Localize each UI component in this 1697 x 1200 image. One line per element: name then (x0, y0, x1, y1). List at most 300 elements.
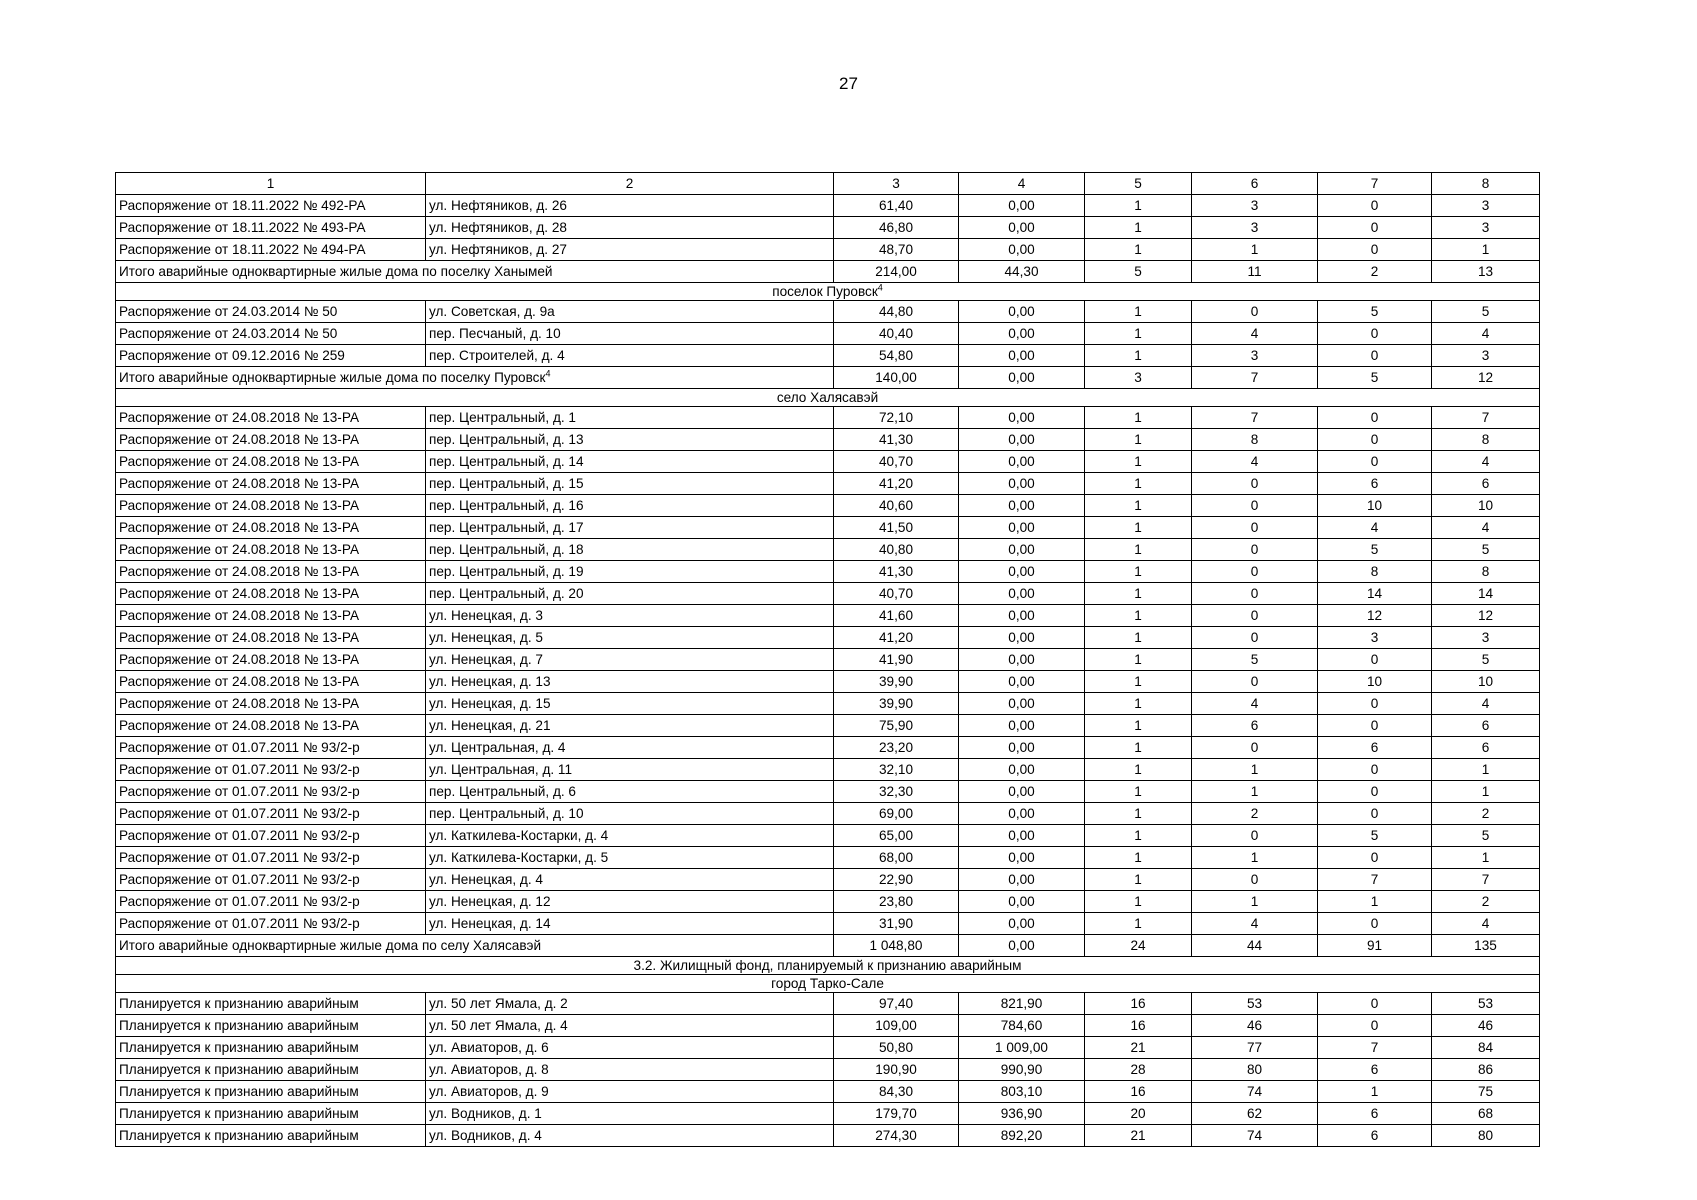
document-cell: Планируется к признанию аварийным (116, 1015, 426, 1037)
value-cell: 48,70 (834, 239, 959, 261)
value-cell: 61,40 (834, 195, 959, 217)
value-cell: 2 (1432, 803, 1540, 825)
address-cell: пер. Центральный, д. 16 (426, 495, 834, 517)
document-cell: Распоряжение от 24.08.2018 № 13-РА (116, 495, 426, 517)
value-cell: 3 (1432, 345, 1540, 367)
value-cell: 6 (1432, 737, 1540, 759)
total-row (116, 261, 1540, 283)
section-header-row (116, 283, 1540, 301)
total-value-cell: 91 (1318, 935, 1432, 957)
address-cell: ул. Ненецкая, д. 14 (426, 913, 834, 935)
value-cell: 4 (1192, 693, 1318, 715)
value-cell: 0,00 (959, 583, 1085, 605)
address-cell: ул. Центральная, д. 11 (426, 759, 834, 781)
value-cell: 0,00 (959, 451, 1085, 473)
value-cell: 0,00 (959, 561, 1085, 583)
address-cell: пер. Центральный, д. 13 (426, 429, 834, 451)
value-cell: 6 (1318, 737, 1432, 759)
value-cell: 1 (1085, 869, 1192, 891)
document-cell: Распоряжение от 18.11.2022 № 492-РА (116, 195, 426, 217)
section-title: село Халясавэй (776, 390, 879, 405)
page-number: 27 (839, 74, 858, 93)
document-cell: Распоряжение от 24.08.2018 № 13-РА (116, 649, 426, 671)
value-cell: 0,00 (959, 891, 1085, 913)
value-cell: 1 (1085, 605, 1192, 627)
document-cell: Распоряжение от 01.07.2011 № 93/2-р (116, 759, 426, 781)
value-cell: 41,20 (834, 473, 959, 495)
value-cell: 0 (1318, 239, 1432, 261)
address-cell: ул. Советская, д. 9а (426, 301, 834, 323)
column-number: 1 (116, 173, 426, 195)
table-row (116, 803, 1540, 825)
table-row (116, 539, 1540, 561)
value-cell: 1 (1192, 239, 1318, 261)
value-cell: 1 (1085, 517, 1192, 539)
document-cell: Распоряжение от 24.08.2018 № 13-РА (116, 693, 426, 715)
value-cell: 274,30 (834, 1125, 959, 1147)
table-row (116, 737, 1540, 759)
footnote-mark: 4 (545, 368, 551, 379)
value-cell: 84,30 (834, 1081, 959, 1103)
table-row (116, 1081, 1540, 1103)
value-cell: 1 (1085, 495, 1192, 517)
total-label-cell (116, 367, 834, 389)
section-header-row (116, 957, 1540, 975)
document-cell: Планируется к признанию аварийным (116, 1103, 426, 1125)
address-cell: ул. Авиаторов, д. 8 (426, 1059, 834, 1081)
value-cell: 74 (1192, 1125, 1318, 1147)
value-cell: 0 (1318, 693, 1432, 715)
value-cell: 0 (1318, 407, 1432, 429)
value-cell: 0,00 (959, 473, 1085, 495)
value-cell: 1 (1085, 891, 1192, 913)
table-row (116, 495, 1540, 517)
value-cell: 0 (1192, 517, 1318, 539)
value-cell: 1 (1085, 627, 1192, 649)
value-cell: 7 (1432, 407, 1540, 429)
address-cell: ул. Каткилева-Костарки, д. 5 (426, 847, 834, 869)
total-value-cell: 3 (1085, 367, 1192, 389)
value-cell: 84 (1432, 1037, 1540, 1059)
table-row (116, 759, 1540, 781)
value-cell: 1 (1085, 649, 1192, 671)
value-cell: 0,00 (959, 847, 1085, 869)
section-title: 3.2. Жилищный фонд, планируемый к признанию аварийным (633, 958, 1022, 973)
value-cell: 39,90 (834, 671, 959, 693)
value-cell: 0 (1318, 345, 1432, 367)
value-cell: 892,20 (959, 1125, 1085, 1147)
table-row (116, 473, 1540, 495)
value-cell: 1 (1085, 715, 1192, 737)
table-row (116, 1103, 1540, 1125)
value-cell: 936,90 (959, 1103, 1085, 1125)
value-cell: 1 (1085, 737, 1192, 759)
table-row (116, 195, 1540, 217)
value-cell: 4 (1192, 451, 1318, 473)
value-cell: 0,00 (959, 737, 1085, 759)
value-cell: 0 (1192, 825, 1318, 847)
value-cell: 12 (1318, 605, 1432, 627)
address-cell: пер. Центральный, д. 6 (426, 781, 834, 803)
value-cell: 68 (1432, 1103, 1540, 1125)
value-cell: 1 (1085, 429, 1192, 451)
value-cell: 3 (1192, 217, 1318, 239)
document-cell: Распоряжение от 24.03.2014 № 50 (116, 301, 426, 323)
value-cell: 1 (1085, 671, 1192, 693)
footnote-mark: 4 (877, 282, 883, 293)
value-cell: 6 (1432, 715, 1540, 737)
value-cell: 12 (1432, 605, 1540, 627)
value-cell: 0 (1318, 429, 1432, 451)
value-cell: 1 (1192, 781, 1318, 803)
value-cell: 5 (1432, 301, 1540, 323)
value-cell: 32,30 (834, 781, 959, 803)
column-number: 6 (1192, 173, 1318, 195)
table-row (116, 345, 1540, 367)
total-value-cell: 5 (1318, 367, 1432, 389)
value-cell: 0 (1192, 495, 1318, 517)
value-cell: 41,30 (834, 561, 959, 583)
value-cell: 8 (1432, 561, 1540, 583)
document-cell: Распоряжение от 18.11.2022 № 493-РА (116, 217, 426, 239)
value-cell: 1 (1085, 539, 1192, 561)
value-cell: 4 (1432, 451, 1540, 473)
value-cell: 0 (1192, 605, 1318, 627)
value-cell: 0,00 (959, 217, 1085, 239)
table-row (116, 671, 1540, 693)
total-value-cell: 13 (1432, 261, 1540, 283)
value-cell: 1 (1318, 891, 1432, 913)
column-number: 3 (834, 173, 959, 195)
value-cell: 41,90 (834, 649, 959, 671)
value-cell: 65,00 (834, 825, 959, 847)
value-cell: 41,30 (834, 429, 959, 451)
value-cell: 0,00 (959, 781, 1085, 803)
table-row (116, 407, 1540, 429)
table-row (116, 869, 1540, 891)
document-cell: Распоряжение от 24.08.2018 № 13-РА (116, 429, 426, 451)
total-value-cell: 135 (1432, 935, 1540, 957)
value-cell: 16 (1085, 1015, 1192, 1037)
value-cell: 0 (1318, 803, 1432, 825)
value-cell: 5 (1432, 649, 1540, 671)
section-header-row (116, 389, 1540, 407)
value-cell: 8 (1192, 429, 1318, 451)
value-cell: 0 (1192, 737, 1318, 759)
column-number: 5 (1085, 173, 1192, 195)
value-cell: 1 009,00 (959, 1037, 1085, 1059)
section-header-cell (116, 975, 1540, 993)
table-row (116, 217, 1540, 239)
document-cell: Распоряжение от 01.07.2011 № 93/2-р (116, 781, 426, 803)
total-value-cell: 0,00 (959, 367, 1085, 389)
value-cell: 4 (1192, 323, 1318, 345)
value-cell: 803,10 (959, 1081, 1085, 1103)
document-cell: Распоряжение от 01.07.2011 № 93/2-р (116, 825, 426, 847)
address-cell: ул. Ненецкая, д. 5 (426, 627, 834, 649)
value-cell: 1 (1085, 913, 1192, 935)
document-cell: Распоряжение от 24.08.2018 № 13-РА (116, 605, 426, 627)
value-cell: 6 (1318, 473, 1432, 495)
column-number: 2 (426, 173, 834, 195)
value-cell: 40,70 (834, 451, 959, 473)
value-cell: 40,40 (834, 323, 959, 345)
document-cell: Распоряжение от 01.07.2011 № 93/2-р (116, 869, 426, 891)
value-cell: 0,00 (959, 429, 1085, 451)
value-cell: 0,00 (959, 913, 1085, 935)
value-cell: 0 (1192, 539, 1318, 561)
address-cell: ул. Нефтяников, д. 28 (426, 217, 834, 239)
value-cell: 179,70 (834, 1103, 959, 1125)
value-cell: 54,80 (834, 345, 959, 367)
document-cell: Распоряжение от 24.08.2018 № 13-РА (116, 517, 426, 539)
value-cell: 10 (1432, 671, 1540, 693)
value-cell: 0,00 (959, 693, 1085, 715)
value-cell: 10 (1318, 671, 1432, 693)
total-row (116, 935, 1540, 957)
address-cell: ул. Ненецкая, д. 15 (426, 693, 834, 715)
value-cell: 10 (1432, 495, 1540, 517)
table-row (116, 451, 1540, 473)
table-row (116, 561, 1540, 583)
document-cell: Распоряжение от 24.08.2018 № 13-РА (116, 715, 426, 737)
document-cell: Планируется к признанию аварийным (116, 1059, 426, 1081)
value-cell: 3 (1432, 195, 1540, 217)
value-cell: 0 (1192, 473, 1318, 495)
document-cell: Распоряжение от 24.03.2014 № 50 (116, 323, 426, 345)
value-cell: 41,60 (834, 605, 959, 627)
value-cell: 0,00 (959, 803, 1085, 825)
value-cell: 72,10 (834, 407, 959, 429)
value-cell: 7 (1318, 869, 1432, 891)
value-cell: 68,00 (834, 847, 959, 869)
value-cell: 0 (1318, 451, 1432, 473)
document-cell: Распоряжение от 24.08.2018 № 13-РА (116, 407, 426, 429)
document-cell: Распоряжение от 24.08.2018 № 13-РА (116, 627, 426, 649)
document-cell: Распоряжение от 01.07.2011 № 93/2-р (116, 737, 426, 759)
table-row (116, 847, 1540, 869)
value-cell: 32,10 (834, 759, 959, 781)
table-row (116, 1037, 1540, 1059)
value-cell: 0,00 (959, 627, 1085, 649)
total-value-cell: 12 (1432, 367, 1540, 389)
column-number: 7 (1318, 173, 1432, 195)
address-cell: пер. Центральный, д. 10 (426, 803, 834, 825)
address-cell: пер. Центральный, д. 20 (426, 583, 834, 605)
value-cell: 4 (1192, 913, 1318, 935)
value-cell: 0 (1318, 913, 1432, 935)
table-row (116, 891, 1540, 913)
section-header-row (116, 975, 1540, 993)
value-cell: 1 (1085, 217, 1192, 239)
value-cell: 1 (1085, 473, 1192, 495)
address-cell: ул. Каткилева-Костарки, д. 4 (426, 825, 834, 847)
column-number: 4 (959, 173, 1085, 195)
table-row (116, 781, 1540, 803)
table-row (116, 429, 1540, 451)
table-row (116, 517, 1540, 539)
address-cell: ул. Авиаторов, д. 6 (426, 1037, 834, 1059)
value-cell: 22,90 (834, 869, 959, 891)
address-cell: пер. Центральный, д. 14 (426, 451, 834, 473)
value-cell: 0,00 (959, 195, 1085, 217)
document-cell: Распоряжение от 24.08.2018 № 13-РА (116, 473, 426, 495)
table-row (116, 1015, 1540, 1037)
table-row (116, 993, 1540, 1015)
value-cell: 0 (1192, 627, 1318, 649)
value-cell: 6 (1318, 1059, 1432, 1081)
value-cell: 4 (1432, 323, 1540, 345)
value-cell: 1 (1085, 803, 1192, 825)
section-title: город Тарко-Сале (771, 976, 884, 991)
value-cell: 14 (1318, 583, 1432, 605)
value-cell: 0,00 (959, 715, 1085, 737)
value-cell: 1 (1192, 759, 1318, 781)
value-cell: 46 (1192, 1015, 1318, 1037)
value-cell: 40,60 (834, 495, 959, 517)
value-cell: 3 (1192, 195, 1318, 217)
value-cell: 6 (1432, 473, 1540, 495)
value-cell: 75,90 (834, 715, 959, 737)
value-cell: 44,80 (834, 301, 959, 323)
value-cell: 10 (1318, 495, 1432, 517)
value-cell: 0,00 (959, 869, 1085, 891)
address-cell: ул. Водников, д. 4 (426, 1125, 834, 1147)
value-cell: 1 (1085, 451, 1192, 473)
value-cell: 0,00 (959, 239, 1085, 261)
document-cell: Планируется к признанию аварийным (116, 1125, 426, 1147)
value-cell: 3 (1432, 627, 1540, 649)
table-row (116, 627, 1540, 649)
value-cell: 0,00 (959, 407, 1085, 429)
address-cell: ул. Ненецкая, д. 13 (426, 671, 834, 693)
value-cell: 21 (1085, 1037, 1192, 1059)
value-cell: 1 (1085, 323, 1192, 345)
total-value-cell: 11 (1192, 261, 1318, 283)
value-cell: 16 (1085, 1081, 1192, 1103)
total-value-cell: 44 (1192, 935, 1318, 957)
value-cell: 0,00 (959, 759, 1085, 781)
value-cell: 6 (1192, 715, 1318, 737)
value-cell: 1 (1085, 195, 1192, 217)
value-cell: 0 (1318, 759, 1432, 781)
value-cell: 31,90 (834, 913, 959, 935)
value-cell: 74 (1192, 1081, 1318, 1103)
address-cell: ул. Ненецкая, д. 12 (426, 891, 834, 913)
address-cell: ул. 50 лет Ямала, д. 2 (426, 993, 834, 1015)
address-cell: ул. Ненецкая, д. 4 (426, 869, 834, 891)
total-value-cell: 7 (1192, 367, 1318, 389)
table-row (116, 301, 1540, 323)
table-row (116, 825, 1540, 847)
value-cell: 4 (1432, 693, 1540, 715)
value-cell: 1 (1432, 781, 1540, 803)
value-cell: 41,50 (834, 517, 959, 539)
value-cell: 0,00 (959, 605, 1085, 627)
section-header-cell (116, 389, 1540, 407)
address-cell: пер. Центральный, д. 18 (426, 539, 834, 561)
section-header-cell (116, 283, 1540, 301)
value-cell: 0,00 (959, 649, 1085, 671)
value-cell: 0 (1318, 1015, 1432, 1037)
value-cell: 53 (1192, 993, 1318, 1015)
value-cell: 7 (1318, 1037, 1432, 1059)
table-row (116, 583, 1540, 605)
value-cell: 3 (1318, 627, 1432, 649)
housing-table (115, 172, 1540, 1147)
address-cell: ул. Водников, д. 1 (426, 1103, 834, 1125)
value-cell: 0,00 (959, 323, 1085, 345)
value-cell: 1 (1085, 239, 1192, 261)
table-row (116, 239, 1540, 261)
total-value-cell: 24 (1085, 935, 1192, 957)
value-cell: 0,00 (959, 345, 1085, 367)
table-row (116, 1059, 1540, 1081)
column-number: 8 (1432, 173, 1540, 195)
value-cell: 1 (1085, 583, 1192, 605)
value-cell: 1 (1432, 239, 1540, 261)
address-cell: ул. 50 лет Ямала, д. 4 (426, 1015, 834, 1037)
address-cell: ул. Ненецкая, д. 7 (426, 649, 834, 671)
value-cell: 990,90 (959, 1059, 1085, 1081)
value-cell: 5 (1318, 825, 1432, 847)
value-cell: 0 (1318, 195, 1432, 217)
value-cell: 784,60 (959, 1015, 1085, 1037)
value-cell: 0 (1318, 217, 1432, 239)
value-cell: 1 (1085, 693, 1192, 715)
total-label: Итого аварийные одноквартирные жилые дома по селу Халясавэй (119, 938, 542, 953)
value-cell: 6 (1318, 1125, 1432, 1147)
value-cell: 4 (1318, 517, 1432, 539)
value-cell: 62 (1192, 1103, 1318, 1125)
value-cell: 8 (1318, 561, 1432, 583)
value-cell: 0,00 (959, 671, 1085, 693)
value-cell: 0 (1192, 583, 1318, 605)
value-cell: 5 (1432, 539, 1540, 561)
total-label-cell (116, 935, 834, 957)
value-cell: 0 (1318, 715, 1432, 737)
value-cell: 86 (1432, 1059, 1540, 1081)
value-cell: 0,00 (959, 825, 1085, 847)
value-cell: 0,00 (959, 301, 1085, 323)
value-cell: 1 (1085, 561, 1192, 583)
section-header-cell (116, 957, 1540, 975)
document-cell: Распоряжение от 01.07.2011 № 93/2-р (116, 891, 426, 913)
document-cell: Планируется к признанию аварийным (116, 993, 426, 1015)
value-cell: 0 (1192, 561, 1318, 583)
address-cell: ул. Центральная, д. 4 (426, 737, 834, 759)
value-cell: 1 (1192, 847, 1318, 869)
address-cell: пер. Центральный, д. 15 (426, 473, 834, 495)
value-cell: 69,00 (834, 803, 959, 825)
table-row (116, 715, 1540, 737)
value-cell: 50,80 (834, 1037, 959, 1059)
value-cell: 14 (1432, 583, 1540, 605)
value-cell: 1 (1318, 1081, 1432, 1103)
table-body (116, 195, 1540, 1147)
total-value-cell: 214,00 (834, 261, 959, 283)
document-cell: Распоряжение от 24.08.2018 № 13-РА (116, 561, 426, 583)
value-cell: 0 (1318, 781, 1432, 803)
total-label-cell (116, 261, 834, 283)
value-cell: 4 (1432, 913, 1540, 935)
value-cell: 821,90 (959, 993, 1085, 1015)
value-cell: 23,80 (834, 891, 959, 913)
value-cell: 1 (1085, 407, 1192, 429)
table-row (116, 693, 1540, 715)
value-cell: 46,80 (834, 217, 959, 239)
document-cell: Распоряжение от 24.08.2018 № 13-РА (116, 451, 426, 473)
